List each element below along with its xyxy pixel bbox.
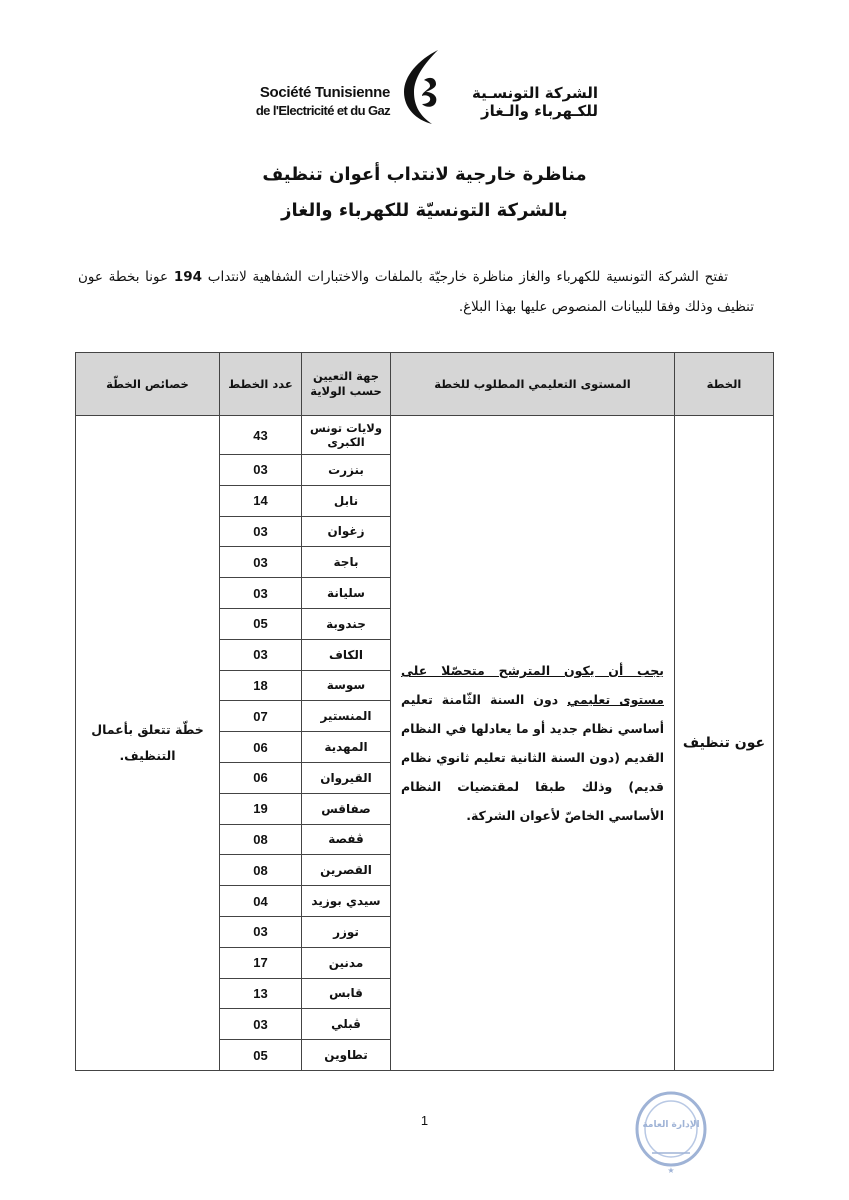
count-cell: 18 — [220, 670, 302, 701]
table-row — [76, 416, 774, 455]
region-cell: القيروان — [302, 762, 391, 793]
intro-text-part1: تفتح الشركة التونسية للكهرباء والغاز مناظرة خارجيّة بالملفات والاختبارات الشفاهية لانتداب — [207, 269, 728, 285]
positions-table — [75, 352, 774, 1071]
count-cell: 08 — [220, 824, 302, 855]
count-cell: 03 — [220, 1009, 302, 1040]
region-cell: نابل — [302, 485, 391, 516]
requirement-cell — [391, 416, 675, 1071]
company-name-french-line1: Société Tunisienne — [259, 84, 390, 101]
stamp-star-icon: ★ — [667, 1166, 675, 1175]
region-cell: القصرين — [302, 855, 391, 886]
document-title-line2: بالشركة التونسيّة للكهرباء والغاز — [281, 200, 568, 221]
region-cell: سيدي بوزيد — [302, 886, 391, 917]
stamp-text: الإدارة العامة — [642, 1120, 700, 1130]
region-cell: سوسة — [302, 670, 391, 701]
count-cell: 05 — [220, 1040, 302, 1071]
region-cell: سليانة — [302, 578, 391, 609]
features-text: خطّة تتعلق بأعمال التنظيف. — [91, 721, 204, 763]
count-cell: 03 — [220, 455, 302, 486]
header-count: عدد الخطط — [220, 353, 302, 416]
company-name-french-line2: de l'Electricité et du Gaz — [255, 103, 390, 118]
count-cell: 04 — [220, 886, 302, 917]
region-cell: ولايات تونس الكبرى — [302, 416, 391, 455]
intro-text-part2: عونا بخطة عون تنظيف وذلك وفقا للبيانات المنصوص عليها بهذا البلاغ. — [78, 269, 754, 315]
count-cell: 08 — [220, 855, 302, 886]
region-cell: توزر — [302, 916, 391, 947]
table-header-row — [76, 353, 774, 416]
count-cell: 05 — [220, 608, 302, 639]
count-cell: 19 — [220, 793, 302, 824]
steg-logo-icon — [398, 46, 448, 128]
count-cell: 43 — [220, 416, 302, 455]
region-cell: جندوبة — [302, 608, 391, 639]
count-cell: 06 — [220, 762, 302, 793]
region-cell: الكاف — [302, 639, 391, 670]
page-number: 1 — [420, 1113, 429, 1128]
region-cell: ڤبلي — [302, 1009, 391, 1040]
count-cell: 07 — [220, 701, 302, 732]
region-cell: باجة — [302, 547, 391, 578]
region-cell: المهدية — [302, 732, 391, 763]
intro-positions-count: 194 — [173, 269, 202, 285]
region-cell: صفاقس — [302, 793, 391, 824]
region-cell: ڤفصة — [302, 824, 391, 855]
document-title-line1: مناظرة خارجية لانتداب أعوان تنظيف — [262, 164, 587, 185]
features-cell — [76, 416, 220, 1071]
company-name-arabic-line1: الشركة التونسـية — [472, 84, 598, 102]
region-cell: مدنين — [302, 947, 391, 978]
count-cell: 03 — [220, 516, 302, 547]
count-cell: 06 — [220, 732, 302, 763]
header-plan: الخطة — [675, 353, 774, 416]
count-cell: 03 — [220, 547, 302, 578]
official-stamp-icon — [632, 1083, 710, 1181]
requirement-underlined: يجب أن يكون المترشح متحصّلا على مستوى تعليمي — [401, 662, 664, 707]
header-features: خصائص الخطّة — [76, 353, 220, 416]
region-cell: زغوان — [302, 516, 391, 547]
region-cell: قابس — [302, 978, 391, 1009]
intro-paragraph — [78, 262, 754, 322]
requirement-text: دون السنة الثّامنة تعليم أساسي نظام جديد أو ما يعادلها في النظام القديم (دون السنة الثانية تعليم ثانوي نظام قديم) وذلك طبقا لمقتضيات النظام الأساسي الخاصّ لأعوان الشركة. — [401, 691, 664, 823]
count-cell: 03 — [220, 578, 302, 609]
count-cell: 13 — [220, 978, 302, 1009]
count-cell: 14 — [220, 485, 302, 516]
company-name-french — [230, 84, 390, 120]
count-cell: 03 — [220, 916, 302, 947]
region-cell: المنستير — [302, 701, 391, 732]
region-cell: بنزرت — [302, 455, 391, 486]
header-region: جهة التعيين حسب الولاية — [302, 353, 391, 416]
header-education: المستوى التعليمي المطلوب للخطة — [391, 353, 675, 416]
region-cell: تطاوين — [302, 1040, 391, 1071]
plan-cell: عون تنظيف — [675, 416, 774, 1071]
company-name-arabic — [458, 84, 598, 120]
count-cell: 03 — [220, 639, 302, 670]
count-cell: 17 — [220, 947, 302, 978]
company-name-arabic-line2: للكـهرباء والـغاز — [481, 102, 598, 120]
